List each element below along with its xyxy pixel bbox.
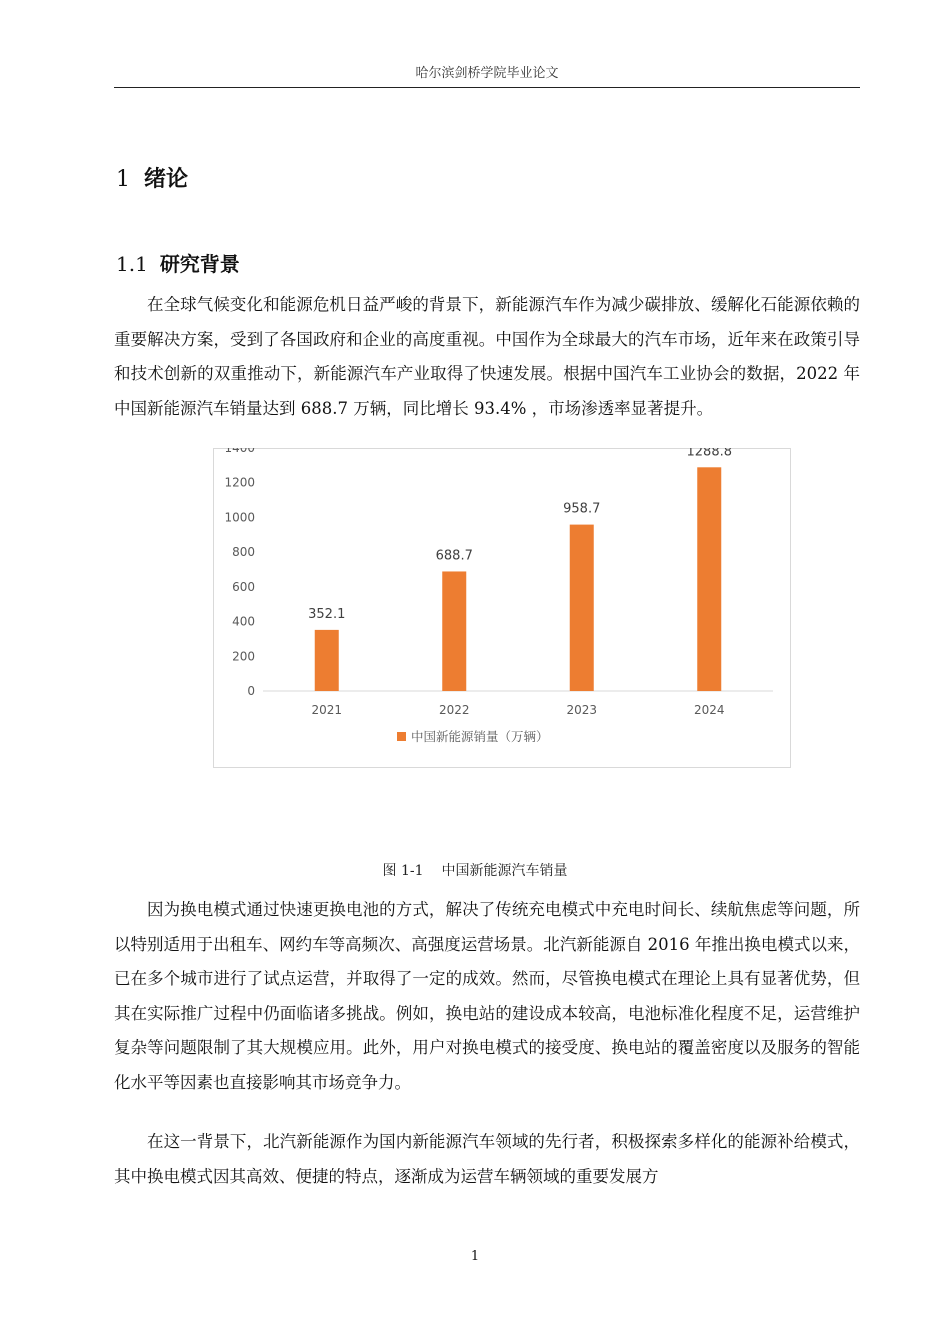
data-label-2024: 1288.8 [686,448,732,460]
chapter-number: 1 [116,167,130,192]
y-tick-label: 800 [232,545,255,560]
y-tick-label: 1000 [224,510,255,525]
header-rule [114,87,860,88]
y-tick-label: 200 [232,649,255,664]
page-number: 1 [470,1249,480,1264]
paragraph-2: 因为换电模式通过快速更换电池的方式，解决了传统充电模式中充电时间长、续航焦虑等问题，所以特别适用于出租车、网约车等高频次、高强度运营场景。北汽新能源自 2016 年推出换电模式以来，已在多个城市进行了试点运营，并取得了一定的成效。然而，尽管换电模式在理论上具有显著优势，但其在实际推广过程中仍面临诸多挑战。例如，换电站的建设成本较高，电池标准化程度不足，运营维护复杂等问题限制了其大规模应用。此外，用户对换电模式的接受度、换电站的覆盖密度以及服务的智能化水平等因素也直接影响其市场竞争力。 [114,900,860,1092]
legend-swatch [397,732,406,741]
bar-2023 [570,525,594,691]
y-tick-label: 1200 [224,475,255,490]
chart-svg [213,448,791,768]
y-tick-label: 0 [247,684,255,698]
figure-caption [0,860,950,880]
chapter-heading [116,162,188,193]
paragraph-1: 在全球气候变化和能源危机日益严峻的背景下，新能源汽车作为减少碳排放、缓解化石能源依赖的重要解决方案，受到了各国政府和企业的高度重视。中国作为全球最大的汽车市场，近年来在政策引导和技术创新的双重推动下，新能源汽车产业取得了快速发展。根据中国汽车工业协会的数据，2022 年中国新能源汽车销量达到 688.7 万辆，同比增长 93.4% ，市场渗透率显著提升。 [114,295,860,418]
bar-2024 [697,467,721,691]
section-title: 研究背景 [159,252,240,276]
x-tick-label: 2023 [566,703,598,717]
data-label-2022: 688.7 [435,548,473,564]
section-heading [116,248,240,277]
x-tick-label: 2024 [693,703,725,717]
x-tick-label: 2021 [311,703,343,717]
x-tick-label: 2022 [438,703,470,717]
legend-label: 中国新能源销量（万辆） [411,729,549,744]
data-label-2021: 352.1 [308,606,346,622]
paragraph-3: 在这一背景下，北汽新能源作为国内新能源汽车领域的先行者，积极探索多样化的能源补给模式，其中换电模式因其高效、便捷的特点，逐渐成为运营车辆领域的重要发展方 [114,1132,860,1186]
bar-2021 [315,630,339,691]
sales-bar-chart [213,448,791,768]
running-header: 哈尔滨剑桥学院毕业论文 [415,66,559,81]
y-tick-label: 600 [232,579,255,594]
figure-title: 中国新能源汽车销量 [441,863,568,879]
figure-label: 图 1-1 [382,863,424,879]
y-tick-label: 400 [232,614,255,629]
chapter-title: 绪论 [144,167,189,192]
y-tick-label: 1400 [224,448,255,455]
bar-2022 [442,571,466,691]
data-label-2023: 958.7 [563,501,601,517]
section-number: 1.1 [116,252,148,276]
